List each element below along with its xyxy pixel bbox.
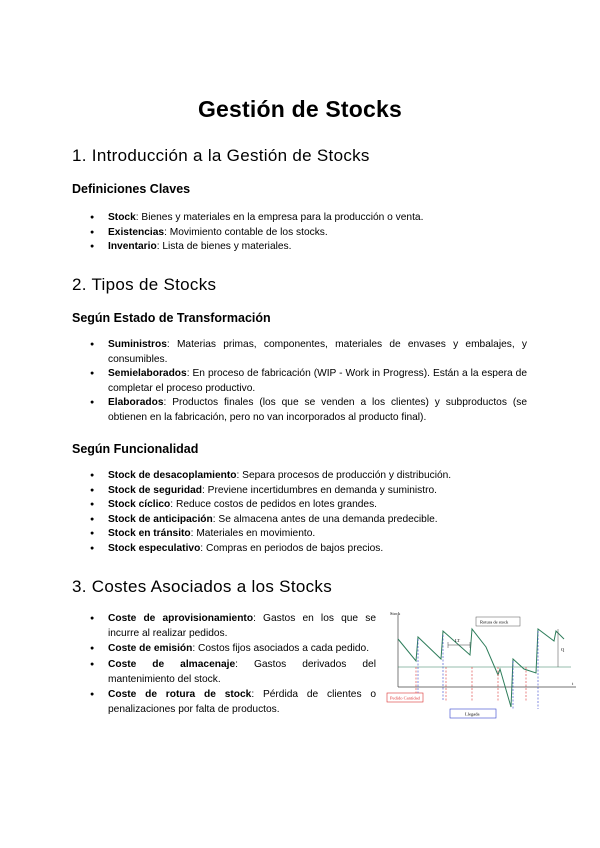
list-item: ● Coste de rotura de stock: Pérdida de clientes o penalizaciones por falta de productos. [108, 687, 376, 717]
list-item: ● Inventario: Lista de bienes y materiales. [108, 240, 508, 255]
list-item: ● Coste de emisión: Costos fijos asociados a cada pedido. [108, 641, 376, 656]
list-item: ● Stock cíclico: Reduce costos de pedidos en lotes grandes. [108, 498, 528, 513]
functionality-list [108, 469, 528, 557]
order-label: Pedido Cantidad [390, 695, 420, 701]
section-1-heading: 1. Introducción a la Gestión de Stocks [72, 146, 370, 165]
list-item: ● Stock especulativo: Compras en periodos de bajos precios. [108, 542, 528, 557]
list-item: ● Coste de aprovisionamiento: Gastos en los que se incurre al realizar pedidos. [108, 611, 376, 641]
q-label: Q [561, 647, 565, 652]
costs-list [108, 611, 376, 717]
list-item: ● Coste de almacenaje: Gastos derivados del mantenimiento del stock. [108, 657, 376, 687]
transformation-list [108, 338, 527, 426]
list-item: ● Stock de seguridad: Previene incertidumbres en demanda y suministro. [108, 484, 528, 499]
definitions-list [108, 211, 508, 255]
section-3-heading: 3. Costes Asociados a los Stocks [72, 577, 333, 596]
page-title: Gestión de Stocks [197, 96, 403, 122]
list-item: ● Stock de anticipación: Se almacena antes de una demanda predecible. [108, 513, 528, 528]
y-axis-label: Stock [390, 611, 401, 616]
section-2-sub-2-heading: Según Funcionalidad [72, 442, 199, 456]
x-axis-label: t [572, 681, 574, 686]
list-item: ● Stock de desacoplamiento: Separa procesos de producción y distribución. [108, 469, 528, 484]
lead-time-label: LT [455, 638, 461, 643]
section-2-heading: 2. Tipos de Stocks [72, 275, 217, 294]
list-item: ● Elaborados: Productos finales (los que se venden a los clientes) y subproductos (se obtienen en la fabricación, pero no van incorporados al producto final). [108, 396, 527, 425]
list-item: ● Stock: Bienes y materiales en la empresa para la producción o venta. [108, 211, 508, 226]
stockout-label: Rotura de stock [480, 619, 509, 625]
list-item: ● Stock en tránsito: Materiales en movimiento. [108, 527, 528, 542]
stock-cycle-diagram [386, 609, 583, 721]
section-2-sub-1-heading: Según Estado de Transformación [72, 311, 271, 325]
list-item: ● Semielaborados: En proceso de fabricación (WIP - Work in Progress). Están a la espera de completar el proceso productivo. [108, 367, 527, 396]
stock-cycle-svg [386, 609, 583, 721]
list-item: ● Suministros: Materias primas, componentes, materiales de envases y embalajes, y consumibles. [108, 338, 527, 367]
list-item: ● Existencias: Movimiento contable de los stocks. [108, 226, 508, 241]
section-1-subheading: Definiciones Claves [72, 182, 191, 196]
arrival-label: Llegada [465, 711, 480, 717]
